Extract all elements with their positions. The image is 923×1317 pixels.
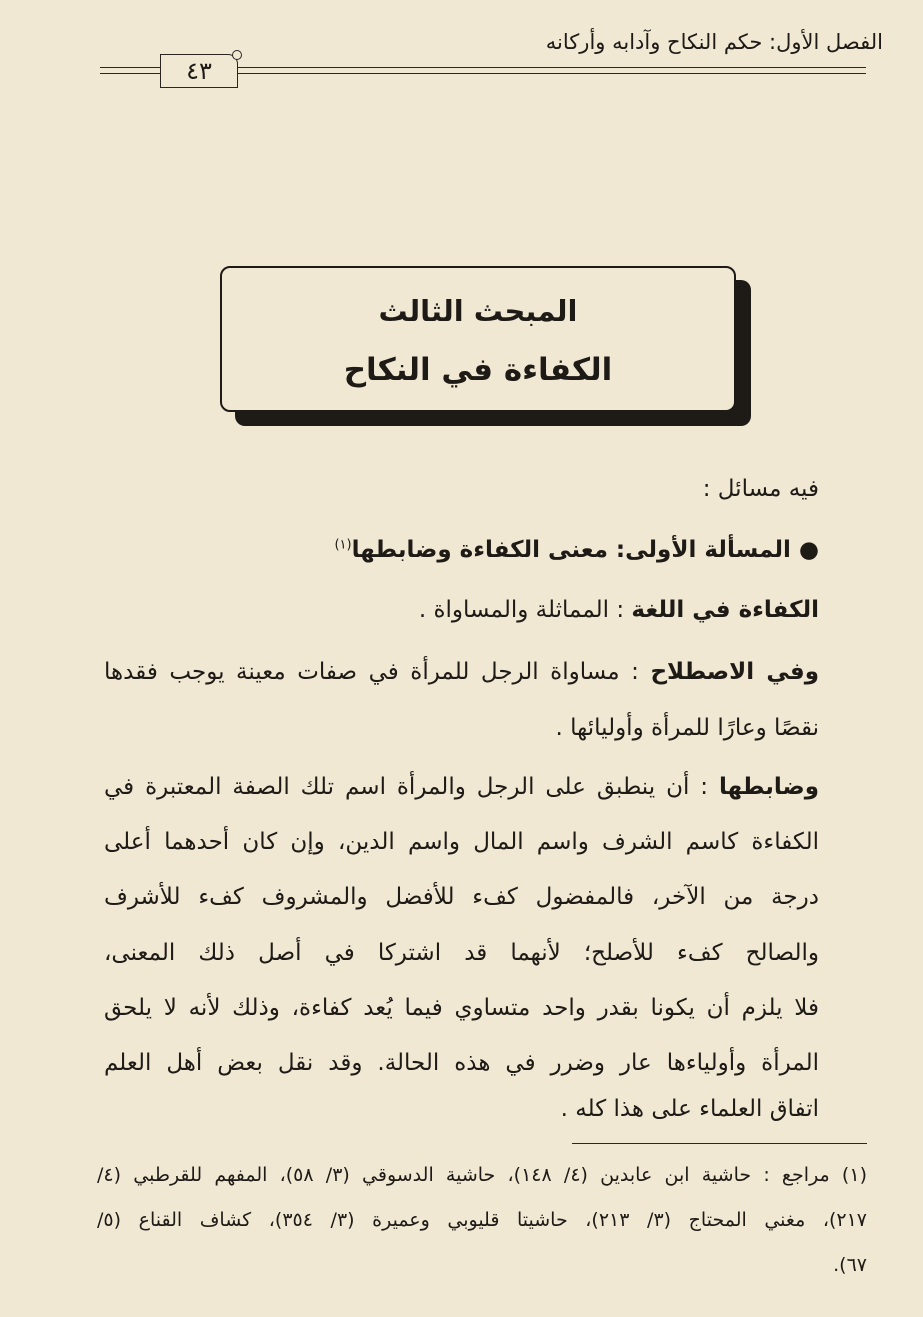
page-box-ornament xyxy=(232,50,242,60)
footnote-text-3: ٦٧). xyxy=(833,1254,867,1276)
section-heading: المبحث الثالث xyxy=(378,294,578,328)
rule-line-5 xyxy=(104,995,819,1021)
rule-line-2 xyxy=(104,829,819,855)
header-rule-left-2 xyxy=(100,73,160,74)
page-number-box xyxy=(160,54,238,88)
rule-line-1 xyxy=(104,774,819,800)
footnote-line-3 xyxy=(97,1254,867,1276)
rule-text-1: : أن ينطبق على الرجل والمرأة اسم تلك الصفة المعتبرة في xyxy=(104,774,709,800)
term-text-1: : مساواة الرجل للمرأة في صفات معينة يوجب فقدها xyxy=(104,659,639,685)
rule-line-7 xyxy=(104,1096,819,1122)
rule-text-5: فلا يلزم أن يكونا بقدر واحد متساوي فيما يُعد كفاءة، وذلك لأنه لا يلحق xyxy=(104,995,819,1021)
header-rule-left xyxy=(100,67,160,68)
footnote-line-2 xyxy=(97,1209,867,1231)
header-rule-right xyxy=(238,67,866,68)
footnote-text-1: (١) مراجع : حاشية ابن عابدين (٤/ ١٤٨)، حاشية الدسوقي (٣/ ٥٨)، المفهم للقرطبي (٤/ xyxy=(97,1164,867,1186)
intro-line xyxy=(104,476,819,502)
term-text-2: نقصًا وعارًا للمرأة وأوليائها . xyxy=(555,715,819,741)
rule-line-4 xyxy=(104,940,819,966)
footnote-line-1 xyxy=(97,1164,867,1186)
term-line-2 xyxy=(104,715,819,741)
term-line-1 xyxy=(104,659,819,685)
rule-text-6: المرأة وأولياءها عار وضرر في هذه الحالة. وقد نقل بعض أهل العلم xyxy=(104,1050,819,1076)
header-rule-right-2 xyxy=(238,73,866,74)
lang-label: الكفاءة في اللغة xyxy=(631,597,819,623)
intro-text: فيه مسائل : xyxy=(702,476,819,502)
rule-text-2: الكفاءة كاسم الشرف واسم المال واسم الدين، وإن كان أحدهما أعلى xyxy=(104,829,819,855)
rule-line-3 xyxy=(104,884,819,910)
section-title-box xyxy=(220,266,736,412)
footnote-text-2: ٢١٧)، مغني المحتاج (٣/ ٢١٣)، حاشيتا قليوبي وعميرة (٣/ ٣٥٤)، كشاف القناع (٥/ xyxy=(97,1209,867,1231)
section-title: الكفاءة في النكاح xyxy=(343,352,613,388)
issue1-heading xyxy=(104,537,819,563)
footnote-ref: (١) xyxy=(334,537,352,553)
issue1-label: المسألة الأولى: معنى الكفاءة وضابطها xyxy=(351,537,791,563)
rule-text-7: اتفاق العلماء على هذا كله . xyxy=(560,1096,819,1122)
term-label: وفي الاصطلاح xyxy=(650,659,819,685)
footnote-separator xyxy=(572,1143,867,1144)
rule-text-3: درجة من الآخر، فالمفضول كفء للأفضل والمشروف كفء للأشرف xyxy=(104,884,819,910)
lang-text: : المماثلة والمساواة . xyxy=(418,597,625,623)
rule-line-6 xyxy=(104,1050,819,1076)
bullet-icon: ● xyxy=(798,537,819,563)
lang-definition xyxy=(104,597,819,623)
rule-text-4: والصالح كفء للأصلح؛ لأنهما قد اشتركا في أصل ذلك المعنى، xyxy=(104,940,819,966)
chapter-title: الفصل الأول: حكم النكاح وآدابه وأركانه xyxy=(545,30,883,54)
page-number: ٤٣ xyxy=(186,57,212,85)
rule-label: وضابطها xyxy=(718,774,819,800)
